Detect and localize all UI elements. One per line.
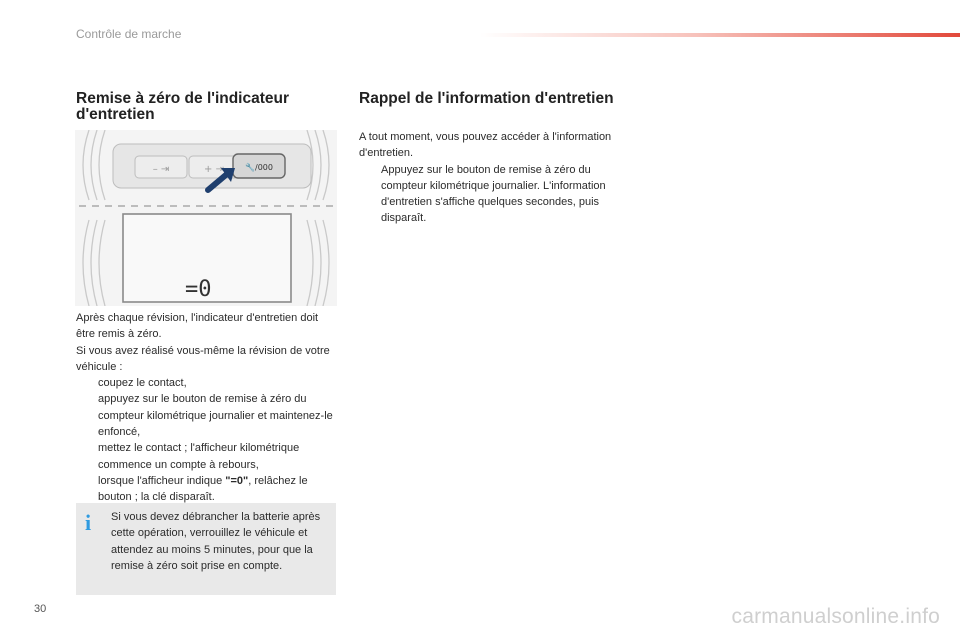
reset-step-4-highlight: "=0"	[225, 474, 249, 487]
dashboard-illustration	[75, 130, 337, 306]
section-heading-recall: Rappel de l'information d'entretien	[359, 90, 614, 107]
recall-step-1-text: Appuyez sur le bouton de remise à zéro du compteur kilométrique journalier. L'information d'entretien s'affiche quelques secondes, puis disparaît.	[381, 163, 606, 225]
reset-step-3	[76, 440, 338, 473]
recall-instructions	[359, 129, 621, 227]
reset-step-2-text: appuyez sur le bouton de remise à zéro du compteur kilométrique journalier et maintenez-le enfoncé,	[98, 393, 333, 439]
page-number: 30	[34, 603, 47, 615]
reset-instructions	[76, 310, 338, 506]
watermark: carmanualsonline.info	[731, 605, 940, 628]
reset-intro-2: Si vous avez réalisé vous-même la révision de votre véhicule :	[76, 344, 330, 373]
reset-step-4	[76, 473, 338, 506]
reset-step-2	[76, 391, 338, 440]
info-icon: i	[85, 510, 92, 535]
reset-step-3-text: mettez le contact ; l'afficheur kilométrique commence un compte à rebours,	[98, 442, 300, 471]
reset-step-1-text: coupez le contact,	[98, 377, 187, 390]
reset-button-label: 🔧/000	[245, 163, 273, 172]
info-box	[76, 503, 336, 595]
section-heading-reset: Remise à zéro de l'indicateur d'entretien	[76, 90, 290, 123]
trip-plus-label: + ⇥	[204, 164, 224, 175]
display-reading: =0	[185, 277, 212, 302]
reset-step-1	[76, 375, 338, 391]
recall-step-1	[359, 162, 621, 227]
page-header-title: Contrôle de marche	[76, 27, 182, 41]
reset-step-4-before: lorsque l'afficheur indique	[98, 474, 226, 487]
trip-minus-label: – ⇥	[152, 164, 170, 175]
reset-intro-1: Après chaque révision, l'indicateur d'entretien doit être remis à zéro.	[76, 312, 319, 341]
recall-intro: A tout moment, vous pouvez accéder à l'information d'entretien.	[359, 131, 612, 160]
reset-step-4-after: , relâchez le bouton ; la clé disparaît.	[98, 474, 308, 504]
info-box-text: Si vous devez débrancher la batterie après cette opération, verrouillez le véhicule et attendez au moins 5 minutes, pour que la remise à zéro soit prise en compte.	[111, 511, 321, 572]
header-accent-bar	[480, 33, 960, 37]
